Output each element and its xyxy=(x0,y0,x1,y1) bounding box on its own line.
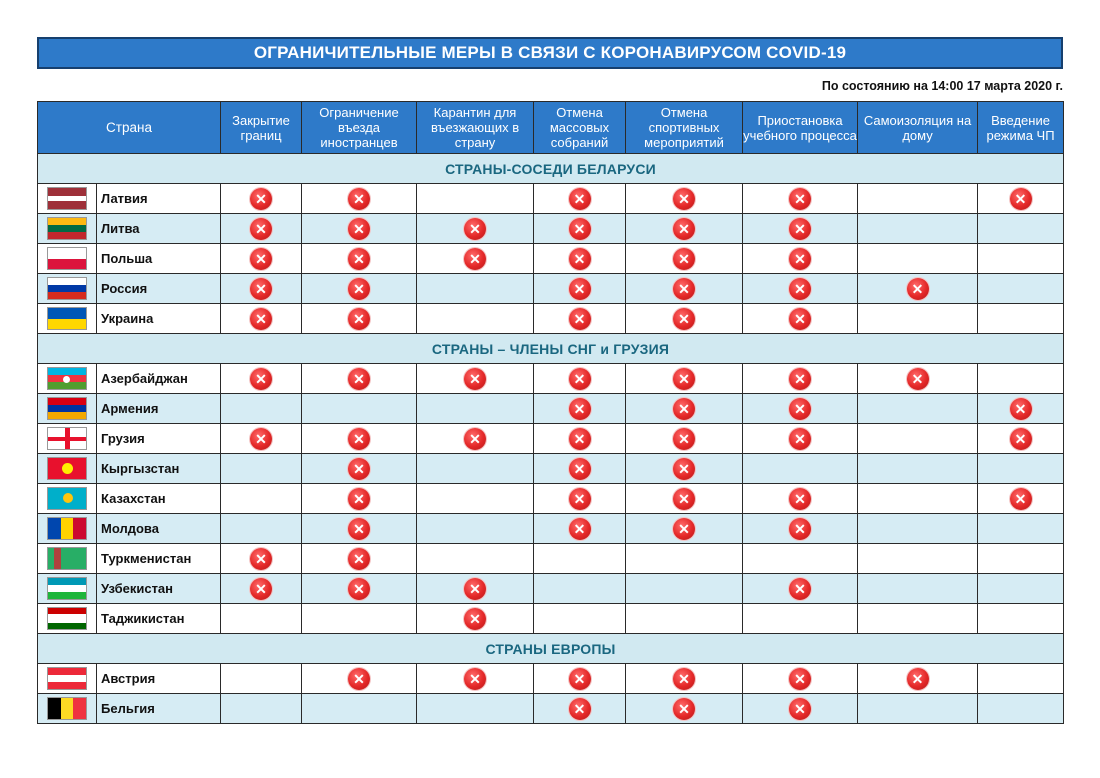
cell-quarantine xyxy=(417,424,534,454)
cell-quarantine xyxy=(417,694,534,724)
x-mark-icon: ✕ xyxy=(673,488,695,510)
x-mark-icon: ✕ xyxy=(569,458,591,480)
flag-cell xyxy=(38,214,97,244)
cell-quarantine xyxy=(417,544,534,574)
ukraine-flag xyxy=(47,307,87,330)
cell-quarantine xyxy=(417,274,534,304)
x-mark-icon: ✕ xyxy=(789,248,811,270)
cell-cancel-gatherings xyxy=(534,574,626,604)
cell-suspend-education xyxy=(743,514,858,544)
cell-emergency xyxy=(978,664,1064,694)
georgia-flag xyxy=(47,427,87,450)
x-mark-icon: ✕ xyxy=(569,398,591,420)
cell-suspend-education xyxy=(743,364,858,394)
table-row xyxy=(38,214,1064,244)
country-name: Узбекистан xyxy=(97,574,221,604)
cell-entry-restriction xyxy=(302,604,417,634)
cell-close-borders xyxy=(221,244,302,274)
header-cancel-gatherings: Отмена массовых собраний xyxy=(534,102,626,154)
cell-cancel-gatherings xyxy=(534,454,626,484)
cell-quarantine xyxy=(417,454,534,484)
header-emergency: Введение режима ЧП xyxy=(978,102,1064,154)
cell-quarantine xyxy=(417,484,534,514)
table-row xyxy=(38,304,1064,334)
x-mark-icon: ✕ xyxy=(789,308,811,330)
x-mark-icon: ✕ xyxy=(250,218,272,240)
x-mark-icon: ✕ xyxy=(1010,428,1032,450)
cell-emergency xyxy=(978,694,1064,724)
x-mark-icon: ✕ xyxy=(348,578,370,600)
cell-cancel-sports xyxy=(626,304,743,334)
cell-emergency xyxy=(978,604,1064,634)
x-mark-icon: ✕ xyxy=(250,248,272,270)
x-mark-icon: ✕ xyxy=(348,278,370,300)
flag-cell xyxy=(38,574,97,604)
cell-emergency xyxy=(978,274,1064,304)
cell-self-isolation xyxy=(858,484,978,514)
cell-emergency xyxy=(978,304,1064,334)
cell-cancel-sports xyxy=(626,244,743,274)
flag-cell xyxy=(38,184,97,214)
cell-entry-restriction xyxy=(302,304,417,334)
table-row xyxy=(38,574,1064,604)
x-mark-icon: ✕ xyxy=(464,578,486,600)
cell-emergency xyxy=(978,394,1064,424)
cell-cancel-gatherings xyxy=(534,484,626,514)
cell-suspend-education xyxy=(743,394,858,424)
austria-flag xyxy=(47,667,87,690)
x-mark-icon: ✕ xyxy=(348,248,370,270)
cell-cancel-sports xyxy=(626,274,743,304)
x-mark-icon: ✕ xyxy=(250,578,272,600)
country-name: Кыргызстан xyxy=(97,454,221,484)
cell-cancel-gatherings xyxy=(534,424,626,454)
table-row xyxy=(38,664,1064,694)
cell-emergency xyxy=(978,244,1064,274)
cell-self-isolation xyxy=(858,604,978,634)
cell-entry-restriction xyxy=(302,394,417,424)
table-row xyxy=(38,274,1064,304)
cell-close-borders xyxy=(221,484,302,514)
cell-suspend-education xyxy=(743,604,858,634)
x-mark-icon: ✕ xyxy=(569,368,591,390)
x-mark-icon: ✕ xyxy=(348,488,370,510)
cell-close-borders xyxy=(221,454,302,484)
cell-cancel-gatherings xyxy=(534,364,626,394)
section-title: СТРАНЫ – ЧЛЕНЫ СНГ и ГРУЗИЯ xyxy=(38,334,1064,364)
flag-cell xyxy=(38,604,97,634)
section-title: СТРАНЫ-СОСЕДИ БЕЛАРУСИ xyxy=(38,154,1064,184)
cell-close-borders xyxy=(221,664,302,694)
cell-self-isolation xyxy=(858,514,978,544)
x-mark-icon: ✕ xyxy=(250,188,272,210)
x-mark-icon: ✕ xyxy=(673,458,695,480)
cell-suspend-education xyxy=(743,214,858,244)
flag-cell xyxy=(38,394,97,424)
x-mark-icon: ✕ xyxy=(789,518,811,540)
cell-cancel-gatherings xyxy=(534,394,626,424)
page-title: ОГРАНИЧИТЕЛЬНЫЕ МЕРЫ В СВЯЗИ С КОРОНАВИРУСОМ COVID-19 xyxy=(37,37,1063,69)
cell-self-isolation xyxy=(858,664,978,694)
x-mark-icon: ✕ xyxy=(569,218,591,240)
cell-close-borders xyxy=(221,604,302,634)
cell-self-isolation xyxy=(858,274,978,304)
x-mark-icon: ✕ xyxy=(464,668,486,690)
header-suspend-education: Приостановка учебного процесса xyxy=(743,102,858,154)
cell-close-borders xyxy=(221,694,302,724)
x-mark-icon: ✕ xyxy=(673,398,695,420)
cell-cancel-sports xyxy=(626,424,743,454)
cell-cancel-gatherings xyxy=(534,514,626,544)
cell-entry-restriction xyxy=(302,364,417,394)
x-mark-icon: ✕ xyxy=(789,428,811,450)
uzbekistan-flag xyxy=(47,577,87,600)
header-cancel-sports: Отмена спортивных мероприятий xyxy=(626,102,743,154)
cell-cancel-gatherings xyxy=(534,664,626,694)
latvia-flag xyxy=(47,187,87,210)
x-mark-icon: ✕ xyxy=(789,278,811,300)
x-mark-icon: ✕ xyxy=(250,368,272,390)
header-self-isolation: Самоизоляция на дому xyxy=(858,102,978,154)
flag-cell xyxy=(38,274,97,304)
cell-suspend-education xyxy=(743,574,858,604)
moldova-flag xyxy=(47,517,87,540)
country-name: Грузия xyxy=(97,424,221,454)
x-mark-icon: ✕ xyxy=(348,518,370,540)
x-mark-icon: ✕ xyxy=(673,308,695,330)
cell-cancel-sports xyxy=(626,544,743,574)
flag-cell xyxy=(38,694,97,724)
kazakhstan-flag xyxy=(47,487,87,510)
x-mark-icon: ✕ xyxy=(569,248,591,270)
cell-self-isolation xyxy=(858,364,978,394)
cell-quarantine xyxy=(417,304,534,334)
cell-close-borders xyxy=(221,574,302,604)
cell-entry-restriction xyxy=(302,454,417,484)
cell-cancel-sports xyxy=(626,574,743,604)
country-name: Австрия xyxy=(97,664,221,694)
cell-suspend-education xyxy=(743,694,858,724)
flag-cell xyxy=(38,664,97,694)
country-name: Польша xyxy=(97,244,221,274)
cell-emergency xyxy=(978,424,1064,454)
x-mark-icon: ✕ xyxy=(789,368,811,390)
x-mark-icon: ✕ xyxy=(464,218,486,240)
cell-cancel-sports xyxy=(626,514,743,544)
cell-quarantine xyxy=(417,394,534,424)
cell-emergency xyxy=(978,454,1064,484)
cell-close-borders xyxy=(221,274,302,304)
country-name: Таджикистан xyxy=(97,604,221,634)
cell-suspend-education xyxy=(743,304,858,334)
tajikistan-flag xyxy=(47,607,87,630)
x-mark-icon: ✕ xyxy=(673,428,695,450)
cell-cancel-gatherings xyxy=(534,694,626,724)
x-mark-icon: ✕ xyxy=(789,488,811,510)
cell-cancel-sports xyxy=(626,454,743,484)
russia-flag xyxy=(47,277,87,300)
x-mark-icon: ✕ xyxy=(569,518,591,540)
section-row xyxy=(38,334,1064,364)
country-name: Туркменистан xyxy=(97,544,221,574)
cell-cancel-gatherings xyxy=(534,544,626,574)
cell-self-isolation xyxy=(858,214,978,244)
cell-entry-restriction xyxy=(302,274,417,304)
cell-suspend-education xyxy=(743,424,858,454)
x-mark-icon: ✕ xyxy=(464,608,486,630)
cell-emergency xyxy=(978,364,1064,394)
cell-quarantine xyxy=(417,244,534,274)
cell-cancel-sports xyxy=(626,364,743,394)
cell-emergency xyxy=(978,514,1064,544)
x-mark-icon: ✕ xyxy=(789,218,811,240)
x-mark-icon: ✕ xyxy=(569,668,591,690)
cell-cancel-sports xyxy=(626,694,743,724)
cell-cancel-gatherings xyxy=(534,604,626,634)
cell-cancel-gatherings xyxy=(534,184,626,214)
x-mark-icon: ✕ xyxy=(250,548,272,570)
header-quarantine: Карантин для въезжающих в страну xyxy=(417,102,534,154)
cell-close-borders xyxy=(221,394,302,424)
flag-cell xyxy=(38,244,97,274)
cell-entry-restriction xyxy=(302,664,417,694)
cell-self-isolation xyxy=(858,694,978,724)
header-country: Страна xyxy=(38,102,221,154)
x-mark-icon: ✕ xyxy=(1010,488,1032,510)
x-mark-icon: ✕ xyxy=(907,278,929,300)
cell-quarantine xyxy=(417,214,534,244)
table-row xyxy=(38,424,1064,454)
x-mark-icon: ✕ xyxy=(348,428,370,450)
cell-close-borders xyxy=(221,304,302,334)
country-name: Россия xyxy=(97,274,221,304)
table-row xyxy=(38,394,1064,424)
table-row xyxy=(38,484,1064,514)
x-mark-icon: ✕ xyxy=(348,308,370,330)
cell-cancel-gatherings xyxy=(534,214,626,244)
x-mark-icon: ✕ xyxy=(250,308,272,330)
flag-cell xyxy=(38,484,97,514)
x-mark-icon: ✕ xyxy=(673,218,695,240)
x-mark-icon: ✕ xyxy=(250,428,272,450)
x-mark-icon: ✕ xyxy=(569,308,591,330)
x-mark-icon: ✕ xyxy=(569,488,591,510)
x-mark-icon: ✕ xyxy=(569,698,591,720)
section-title: СТРАНЫ ЕВРОПЫ xyxy=(38,634,1064,664)
cell-quarantine xyxy=(417,604,534,634)
cell-suspend-education xyxy=(743,274,858,304)
x-mark-icon: ✕ xyxy=(1010,188,1032,210)
cell-entry-restriction xyxy=(302,214,417,244)
cell-suspend-education xyxy=(743,484,858,514)
header-close-borders: Закрытие границ xyxy=(221,102,302,154)
azerbaijan-flag xyxy=(47,367,87,390)
x-mark-icon: ✕ xyxy=(348,368,370,390)
table-row xyxy=(38,184,1064,214)
x-mark-icon: ✕ xyxy=(789,398,811,420)
x-mark-icon: ✕ xyxy=(569,188,591,210)
cell-close-borders xyxy=(221,214,302,244)
cell-cancel-sports xyxy=(626,184,743,214)
x-mark-icon: ✕ xyxy=(789,668,811,690)
cell-entry-restriction xyxy=(302,574,417,604)
cell-suspend-education xyxy=(743,454,858,484)
kyrgyzstan-flag xyxy=(47,457,87,480)
cell-emergency xyxy=(978,544,1064,574)
header-row xyxy=(38,102,1064,154)
x-mark-icon: ✕ xyxy=(673,668,695,690)
cell-emergency xyxy=(978,574,1064,604)
measures-table xyxy=(37,101,1064,724)
flag-cell xyxy=(38,424,97,454)
x-mark-icon: ✕ xyxy=(789,578,811,600)
cell-quarantine xyxy=(417,184,534,214)
x-mark-icon: ✕ xyxy=(348,548,370,570)
cell-quarantine xyxy=(417,664,534,694)
cell-cancel-sports xyxy=(626,664,743,694)
cell-cancel-sports xyxy=(626,394,743,424)
cell-suspend-education xyxy=(743,244,858,274)
cell-emergency xyxy=(978,214,1064,244)
country-name: Латвия xyxy=(97,184,221,214)
x-mark-icon: ✕ xyxy=(250,278,272,300)
x-mark-icon: ✕ xyxy=(464,248,486,270)
cell-cancel-sports xyxy=(626,214,743,244)
header-entry-restriction: Ограничение въезда иностранцев xyxy=(302,102,417,154)
x-mark-icon: ✕ xyxy=(673,368,695,390)
flag-cell xyxy=(38,454,97,484)
country-name: Молдова xyxy=(97,514,221,544)
cell-emergency xyxy=(978,484,1064,514)
cell-suspend-education xyxy=(743,184,858,214)
belgium-flag xyxy=(47,697,87,720)
poland-flag xyxy=(47,247,87,270)
cell-close-borders xyxy=(221,544,302,574)
flag-cell xyxy=(38,364,97,394)
x-mark-icon: ✕ xyxy=(673,518,695,540)
table-row xyxy=(38,244,1064,274)
status-date: По состоянию на 14:00 17 марта 2020 г. xyxy=(821,79,1063,93)
table-row xyxy=(38,604,1064,634)
cell-quarantine xyxy=(417,364,534,394)
cell-cancel-gatherings xyxy=(534,274,626,304)
cell-self-isolation xyxy=(858,184,978,214)
turkmenistan-flag xyxy=(47,547,87,570)
cell-entry-restriction xyxy=(302,424,417,454)
cell-entry-restriction xyxy=(302,514,417,544)
cell-quarantine xyxy=(417,574,534,604)
x-mark-icon: ✕ xyxy=(348,218,370,240)
x-mark-icon: ✕ xyxy=(569,278,591,300)
cell-close-borders xyxy=(221,424,302,454)
x-mark-icon: ✕ xyxy=(907,668,929,690)
cell-suspend-education xyxy=(743,544,858,574)
table-row xyxy=(38,454,1064,484)
cell-suspend-education xyxy=(743,664,858,694)
cell-entry-restriction xyxy=(302,484,417,514)
cell-close-borders xyxy=(221,184,302,214)
x-mark-icon: ✕ xyxy=(464,428,486,450)
country-name: Казахстан xyxy=(97,484,221,514)
country-name: Литва xyxy=(97,214,221,244)
cell-self-isolation xyxy=(858,244,978,274)
cell-entry-restriction xyxy=(302,544,417,574)
flag-cell xyxy=(38,514,97,544)
section-row xyxy=(38,634,1064,664)
x-mark-icon: ✕ xyxy=(673,248,695,270)
x-mark-icon: ✕ xyxy=(673,278,695,300)
cell-self-isolation xyxy=(858,394,978,424)
cell-entry-restriction xyxy=(302,694,417,724)
x-mark-icon: ✕ xyxy=(673,698,695,720)
cell-self-isolation xyxy=(858,454,978,484)
country-name: Украина xyxy=(97,304,221,334)
table-row xyxy=(38,694,1064,724)
cell-cancel-gatherings xyxy=(534,244,626,274)
x-mark-icon: ✕ xyxy=(348,188,370,210)
x-mark-icon: ✕ xyxy=(348,458,370,480)
cell-self-isolation xyxy=(858,304,978,334)
cell-close-borders xyxy=(221,364,302,394)
lithuania-flag xyxy=(47,217,87,240)
armenia-flag xyxy=(47,397,87,420)
flag-cell xyxy=(38,544,97,574)
cell-cancel-sports xyxy=(626,484,743,514)
x-mark-icon: ✕ xyxy=(348,668,370,690)
cell-entry-restriction xyxy=(302,244,417,274)
cell-emergency xyxy=(978,184,1064,214)
table-row xyxy=(38,544,1064,574)
x-mark-icon: ✕ xyxy=(789,698,811,720)
cell-self-isolation xyxy=(858,424,978,454)
country-name: Армения xyxy=(97,394,221,424)
x-mark-icon: ✕ xyxy=(1010,398,1032,420)
cell-self-isolation xyxy=(858,544,978,574)
x-mark-icon: ✕ xyxy=(464,368,486,390)
cell-close-borders xyxy=(221,514,302,544)
cell-cancel-gatherings xyxy=(534,304,626,334)
x-mark-icon: ✕ xyxy=(569,428,591,450)
cell-cancel-sports xyxy=(626,604,743,634)
table-row xyxy=(38,364,1064,394)
cell-quarantine xyxy=(417,514,534,544)
cell-entry-restriction xyxy=(302,184,417,214)
country-name: Азербайджан xyxy=(97,364,221,394)
flag-cell xyxy=(38,304,97,334)
country-name: Бельгия xyxy=(97,694,221,724)
cell-self-isolation xyxy=(858,574,978,604)
section-row xyxy=(38,154,1064,184)
x-mark-icon: ✕ xyxy=(907,368,929,390)
x-mark-icon: ✕ xyxy=(673,188,695,210)
table-row xyxy=(38,514,1064,544)
x-mark-icon: ✕ xyxy=(789,188,811,210)
